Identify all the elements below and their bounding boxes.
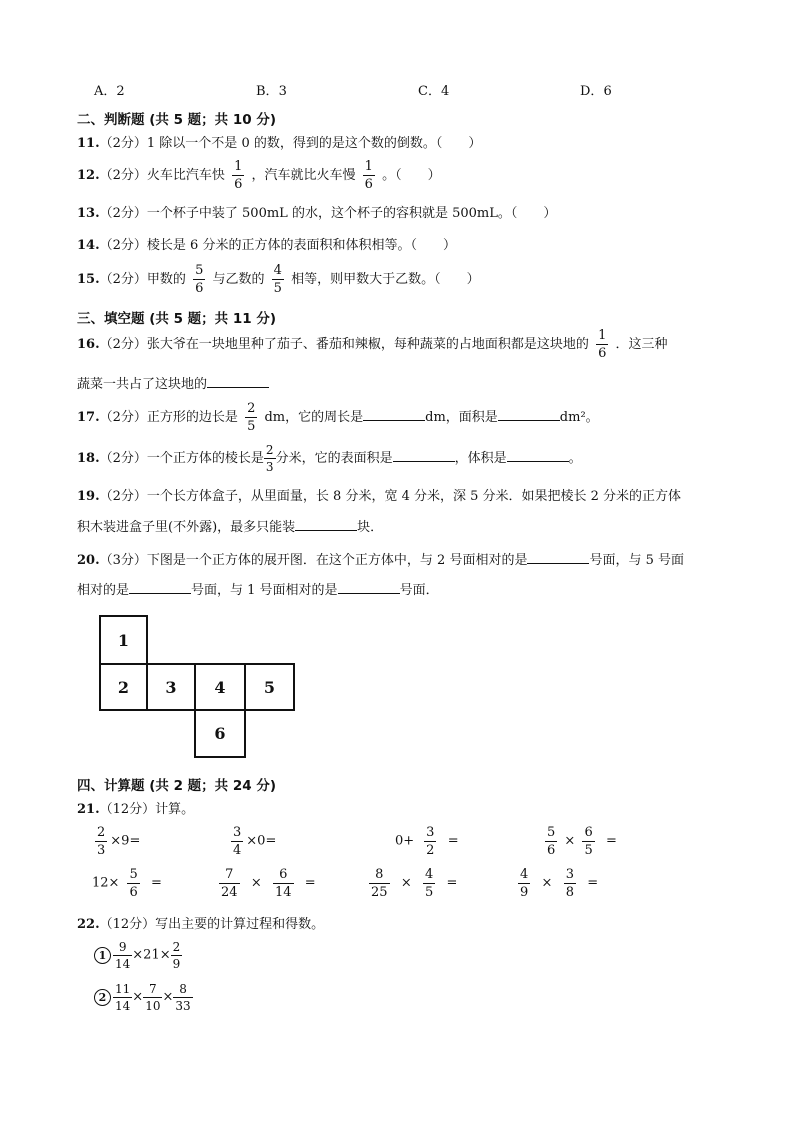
answer-blank[interactable] bbox=[498, 408, 560, 421]
denominator: 3 bbox=[97, 843, 106, 858]
expression-tail: = bbox=[587, 875, 599, 891]
answer-blank[interactable] bbox=[363, 408, 425, 421]
question-text: ．这三种 bbox=[615, 337, 668, 352]
denominator: 10 bbox=[145, 999, 161, 1013]
question-score: （2分） bbox=[99, 238, 147, 253]
numerator: 9 bbox=[118, 940, 127, 954]
expression-tail: = bbox=[606, 833, 617, 849]
calc-expression bbox=[92, 826, 140, 857]
expression-tail: = bbox=[447, 833, 459, 849]
denominator: 9 bbox=[520, 885, 529, 900]
calc-expression bbox=[216, 868, 316, 899]
option-d-value: 6 bbox=[603, 84, 612, 99]
denominator: 5 bbox=[273, 281, 282, 296]
question-22 bbox=[77, 916, 324, 934]
numerator: 11 bbox=[115, 982, 131, 996]
expression-tail: = bbox=[150, 875, 162, 891]
question-text: 正方形的边长是 bbox=[146, 410, 238, 425]
denominator: 5 bbox=[424, 885, 434, 900]
calc-expression bbox=[542, 826, 617, 857]
question-text: 号面，与 5 号面 bbox=[589, 553, 684, 568]
fraction bbox=[423, 868, 435, 899]
question-text: 。 bbox=[568, 451, 582, 466]
net-face-2: 2 bbox=[99, 663, 148, 711]
question-number: 22. bbox=[77, 917, 100, 932]
fraction bbox=[113, 983, 132, 1012]
question-number: 17. bbox=[77, 410, 100, 425]
question-16 bbox=[77, 329, 668, 360]
denominator: 14 bbox=[115, 999, 131, 1013]
net-face-3: 3 bbox=[146, 663, 196, 711]
question-number: 15. bbox=[77, 272, 100, 287]
expression-tail: = bbox=[304, 875, 316, 891]
question-score: （12分） bbox=[99, 917, 156, 932]
numerator: 1 bbox=[598, 328, 607, 343]
fraction bbox=[245, 402, 257, 433]
fraction bbox=[363, 160, 375, 191]
question-20 bbox=[77, 551, 684, 570]
denominator: 4 bbox=[233, 843, 242, 858]
question-text: 棱长是 6 分米的正方体的表面积和体积相等。（ ） bbox=[146, 238, 456, 253]
question-text: 块． bbox=[357, 520, 384, 535]
numerator: 4 bbox=[273, 263, 282, 278]
fraction bbox=[232, 160, 244, 191]
section-heading-calc: 四、计算题 (共 2 题；共 24 分) bbox=[77, 778, 277, 794]
multiply-sign: × bbox=[132, 989, 144, 1005]
option-d bbox=[580, 83, 612, 101]
question-number: 18. bbox=[77, 451, 100, 466]
circled-number: 2 bbox=[94, 989, 111, 1006]
net-face-1: 1 bbox=[99, 615, 148, 665]
net-face-4: 4 bbox=[194, 663, 246, 711]
fraction bbox=[272, 264, 284, 295]
question-score: （2分） bbox=[99, 489, 147, 504]
question-score: （2分） bbox=[99, 136, 147, 151]
question-score: （2分） bbox=[99, 206, 147, 221]
expression-head: 12× bbox=[92, 875, 120, 891]
fraction bbox=[171, 941, 183, 970]
question-score: （2分） bbox=[99, 451, 147, 466]
denominator: 6 bbox=[547, 843, 556, 858]
numerator: 3 bbox=[233, 825, 242, 840]
denominator: 3 bbox=[265, 460, 274, 474]
multiply-sign: × bbox=[541, 875, 553, 891]
expression-tail: ×9= bbox=[110, 833, 141, 849]
question-text: ，体积是 bbox=[454, 451, 507, 466]
fraction bbox=[273, 868, 294, 899]
denominator: 6 bbox=[129, 885, 138, 900]
question-number: 19. bbox=[77, 489, 100, 504]
numerator: 4 bbox=[424, 867, 434, 882]
numerator: 6 bbox=[279, 867, 288, 882]
option-b bbox=[256, 83, 287, 101]
calc-expression bbox=[515, 868, 598, 899]
question-13 bbox=[77, 205, 556, 223]
question-12 bbox=[77, 160, 441, 191]
numerator: 3 bbox=[426, 825, 435, 840]
question-text: 计算。 bbox=[155, 802, 195, 817]
question-score: （3分） bbox=[99, 553, 147, 568]
question-18 bbox=[77, 444, 582, 473]
calc-expression bbox=[92, 868, 162, 899]
question-score: （2分） bbox=[99, 410, 147, 425]
expression-tail: ×0= bbox=[246, 833, 277, 849]
question-score: （2分） bbox=[99, 337, 147, 352]
question-text: 号面． bbox=[399, 583, 439, 598]
fraction bbox=[369, 868, 390, 899]
question-15 bbox=[77, 264, 480, 295]
question-text: 火车比汽车快 bbox=[146, 168, 225, 183]
multiply-sign: × bbox=[250, 875, 262, 891]
fraction bbox=[113, 941, 132, 970]
numerator: 8 bbox=[179, 982, 187, 996]
calc-expression bbox=[228, 826, 276, 857]
question-text: ，汽车就比火车慢 bbox=[251, 168, 356, 183]
question-text: 相等，则甲数大于乙数。（ ） bbox=[291, 272, 480, 287]
question-17 bbox=[77, 402, 599, 433]
option-d-letter: D． bbox=[580, 84, 604, 99]
question-number: 13. bbox=[77, 206, 100, 221]
fraction bbox=[173, 983, 192, 1012]
denominator: 9 bbox=[172, 957, 181, 971]
question-text: 一个杯子中装了 500mL 的水，这个杯子的容积就是 500mL。（ ） bbox=[146, 206, 557, 221]
numerator: 5 bbox=[547, 825, 556, 840]
numerator: 7 bbox=[149, 982, 157, 996]
question-text: 一个正方体的棱长是 bbox=[146, 451, 264, 466]
fraction bbox=[564, 868, 576, 899]
calc-expression bbox=[395, 826, 459, 857]
fraction bbox=[596, 329, 608, 360]
denominator: 24 bbox=[221, 885, 238, 900]
expression-head: 0+ bbox=[395, 833, 415, 849]
question-text: 1 除以一个不是 0 的数，得到的是这个数的倒数。（ ） bbox=[146, 136, 482, 151]
fraction bbox=[219, 868, 240, 899]
option-b-value: 3 bbox=[278, 84, 287, 99]
answer-blank[interactable] bbox=[527, 551, 589, 564]
fraction bbox=[582, 826, 594, 857]
fraction bbox=[127, 868, 139, 899]
multiply-sign: × bbox=[400, 875, 412, 891]
question-number: 11. bbox=[77, 136, 100, 151]
denominator: 6 bbox=[195, 281, 204, 296]
fraction bbox=[95, 826, 107, 857]
question-text: dm，面积是 bbox=[425, 410, 498, 425]
expression-middle: ×21× bbox=[132, 947, 171, 963]
multiply-sign: × bbox=[564, 833, 576, 849]
option-a-letter: A． bbox=[94, 84, 117, 99]
numerator: 4 bbox=[520, 867, 529, 882]
answer-blank[interactable] bbox=[295, 518, 357, 531]
question-19 bbox=[77, 488, 681, 506]
question-score: （12分） bbox=[99, 802, 156, 817]
option-c bbox=[418, 83, 449, 101]
fraction bbox=[424, 826, 436, 857]
circled-number: 1 bbox=[94, 947, 111, 964]
numerator: 1 bbox=[234, 159, 243, 174]
question-number: 16. bbox=[77, 337, 100, 352]
denominator: 33 bbox=[175, 999, 191, 1013]
section-heading-fill: 三、填空题 (共 5 题；共 11 分) bbox=[77, 311, 277, 327]
question-text: 号面，与 1 号面相对的是 bbox=[191, 583, 338, 598]
denominator: 14 bbox=[274, 885, 292, 900]
section-heading-judge: 二、判断题 (共 5 题；共 10 分) bbox=[77, 112, 277, 128]
question-number: 12. bbox=[77, 168, 100, 183]
question-number: 20. bbox=[77, 553, 100, 568]
question-21 bbox=[77, 801, 194, 819]
option-c-value: 4 bbox=[440, 84, 450, 99]
question-text: 甲数的 bbox=[146, 272, 186, 287]
denominator: 6 bbox=[364, 177, 373, 192]
question-text: 蔬菜一共占了这块地的 bbox=[77, 377, 208, 392]
numerator: 7 bbox=[225, 867, 234, 882]
question-score: （2分） bbox=[99, 168, 147, 183]
option-a bbox=[94, 83, 125, 101]
question-text: 与乙数的 bbox=[212, 272, 265, 287]
question-19-line-2 bbox=[77, 518, 383, 537]
answer-blank[interactable] bbox=[393, 449, 455, 462]
question-text: dm，它的周长是 bbox=[264, 410, 364, 425]
denominator: 2 bbox=[426, 843, 435, 858]
question-text: 写出主要的计算过程和得数。 bbox=[155, 917, 325, 932]
net-face-6: 6 bbox=[194, 709, 246, 758]
fraction bbox=[545, 826, 557, 857]
question-text: 一个长方体盒子，从里面量，长 8 分米，宽 4 分米，深 5 分米．如果把棱长 2 分米的正方体 bbox=[146, 489, 682, 504]
question-number: 21. bbox=[77, 802, 100, 817]
question-text: 张大爷在一块地里种了茄子、番茄和辣椒，每种蔬菜的占地面积都是这块地的 bbox=[146, 337, 589, 352]
multiply-sign: × bbox=[162, 989, 174, 1005]
answer-blank[interactable] bbox=[129, 581, 191, 594]
numerator: 2 bbox=[247, 401, 256, 416]
question-text: dm²。 bbox=[559, 410, 599, 425]
numerator: 5 bbox=[129, 867, 138, 882]
option-b-letter: B． bbox=[256, 84, 279, 99]
fraction bbox=[193, 264, 205, 295]
denominator: 8 bbox=[565, 885, 574, 900]
net-face-5: 5 bbox=[244, 663, 295, 711]
fraction bbox=[264, 444, 276, 473]
numerator: 8 bbox=[375, 867, 384, 882]
question-text: 。（ ） bbox=[382, 168, 441, 183]
numerator: 5 bbox=[195, 263, 204, 278]
question-16-line-2 bbox=[77, 375, 269, 394]
question-text: 相对的是 bbox=[77, 583, 130, 598]
question-text: 分米，它的表面积是 bbox=[275, 451, 393, 466]
numerator: 1 bbox=[364, 159, 373, 174]
denominator: 6 bbox=[234, 177, 243, 192]
answer-blank[interactable] bbox=[207, 375, 269, 388]
numerator: 2 bbox=[172, 940, 181, 954]
answer-blank[interactable] bbox=[507, 449, 569, 462]
option-a-value: 2 bbox=[116, 84, 125, 99]
fraction bbox=[518, 868, 530, 899]
denominator: 14 bbox=[115, 957, 131, 971]
denominator: 25 bbox=[371, 885, 388, 900]
question-score: （2分） bbox=[99, 272, 147, 287]
question-text: 下图是一个正方体的展开图．在这个正方体中，与 2 号面相对的是 bbox=[146, 553, 528, 568]
calc-expression bbox=[366, 868, 457, 899]
denominator: 5 bbox=[247, 419, 256, 434]
answer-blank[interactable] bbox=[338, 581, 400, 594]
q22-item-2 bbox=[94, 983, 193, 1012]
fraction bbox=[143, 983, 162, 1012]
numerator: 2 bbox=[265, 443, 274, 457]
numerator: 3 bbox=[565, 867, 574, 882]
numerator: 6 bbox=[584, 825, 593, 840]
question-text: 积木装进盒子里(不外露)，最多只能装 bbox=[77, 520, 296, 535]
question-20-line-2 bbox=[77, 581, 439, 600]
q22-item-1 bbox=[94, 941, 182, 970]
question-number: 14. bbox=[77, 238, 100, 253]
numerator: 2 bbox=[97, 825, 106, 840]
question-14 bbox=[77, 237, 456, 255]
fraction bbox=[231, 826, 243, 857]
question-11 bbox=[77, 135, 481, 153]
denominator: 5 bbox=[584, 843, 593, 858]
denominator: 6 bbox=[598, 346, 607, 361]
option-c-letter: C． bbox=[418, 84, 441, 99]
expression-tail: = bbox=[446, 875, 458, 891]
